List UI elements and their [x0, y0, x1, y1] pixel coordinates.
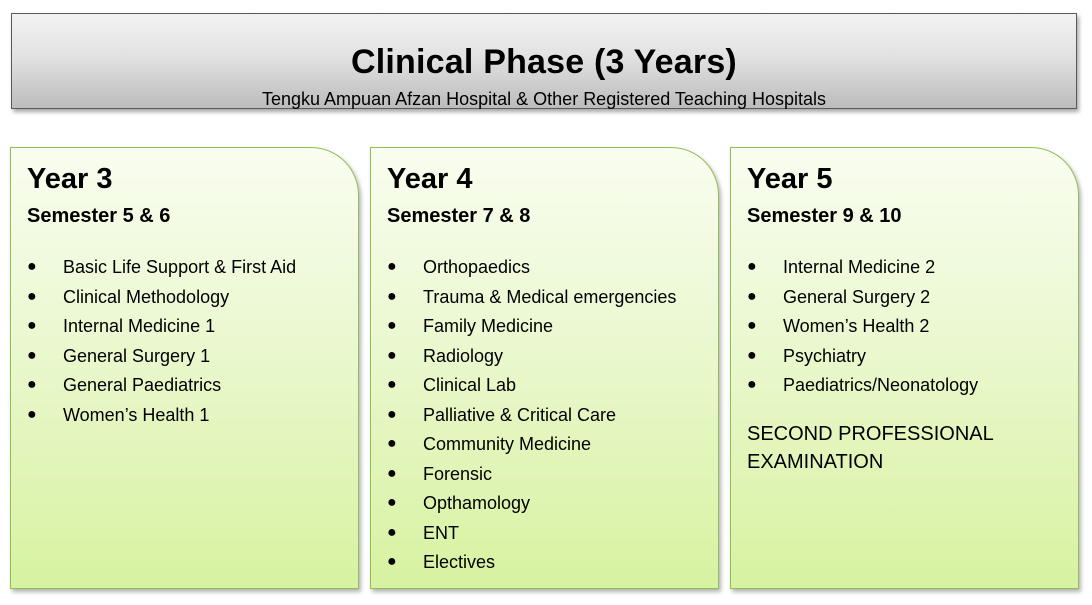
subject-label: Paediatrics/Neonatology — [783, 375, 979, 395]
bullet-icon: ● — [27, 346, 37, 364]
subject-item — [387, 313, 676, 343]
subject-label: General Surgery 2 — [783, 286, 931, 307]
bullet-icon: ● — [387, 287, 397, 305]
bullet-icon: ● — [387, 317, 397, 334]
bullet-icon: ● — [27, 376, 37, 393]
subject-item — [27, 284, 296, 314]
subject-item — [387, 431, 676, 461]
subject-item — [387, 461, 676, 491]
bullet-icon: ● — [747, 287, 757, 305]
subject-item — [27, 313, 296, 343]
subject-label: Women’s Health 2 — [783, 316, 930, 336]
subject-label: Forensic — [423, 463, 493, 484]
subject-item — [387, 402, 676, 432]
subject-item — [387, 284, 676, 314]
subject-label: Family Medicine — [423, 316, 554, 336]
semester-heading: Semester 7 & 8 — [387, 205, 531, 227]
subject-label: Basic Life Support & First Aid — [63, 257, 297, 277]
subject-label: Palliative & Critical Care — [423, 404, 617, 425]
subject-item — [747, 343, 978, 373]
subject-label: Radiology — [423, 345, 504, 366]
bullet-icon: ● — [387, 346, 397, 364]
subject-item — [27, 402, 296, 432]
bullet-icon: ● — [387, 553, 397, 570]
subject-label: General Surgery 1 — [63, 345, 211, 366]
semester-heading: Semester 5 & 6 — [27, 205, 171, 227]
subject-item — [747, 254, 978, 284]
subject-label: Trauma & Medical emergencies — [423, 286, 677, 307]
subject-label: Psychiatry — [783, 345, 867, 366]
subject-item — [387, 372, 676, 402]
subject-list — [747, 254, 978, 402]
phase-title: Clinical Phase (3 Years) — [351, 43, 737, 81]
subject-label: Electives — [423, 552, 496, 572]
subject-item — [387, 490, 676, 520]
subject-label: Internal Medicine 2 — [783, 257, 936, 277]
subject-item — [387, 254, 676, 284]
bullet-icon: ● — [27, 317, 37, 334]
year-3-card — [10, 147, 359, 589]
year-heading: Year 3 — [27, 163, 113, 195]
subject-label: Opthamology — [423, 493, 531, 513]
subject-list — [387, 254, 676, 579]
bullet-icon: ● — [27, 287, 37, 305]
year-4-card — [370, 147, 719, 589]
bullet-icon: ● — [387, 405, 397, 423]
bullet-icon: ● — [747, 376, 757, 393]
subject-item — [747, 284, 978, 314]
subject-label: General Paediatrics — [63, 375, 222, 395]
phase-subtitle: Tengku Ampuan Afzan Hospital & Other Registered Teaching Hospitals — [262, 89, 826, 109]
subject-label: Clinical Methodology — [63, 286, 230, 307]
subject-label: Clinical Lab — [423, 375, 517, 395]
bullet-icon: ● — [387, 376, 397, 393]
bullet-icon: ● — [387, 464, 397, 482]
subject-label: Internal Medicine 1 — [63, 316, 216, 336]
year-heading: Year 4 — [387, 163, 473, 195]
subject-label: Community Medicine — [423, 434, 592, 454]
subject-item — [747, 372, 978, 402]
subject-item — [747, 313, 978, 343]
bullet-icon: ● — [387, 523, 397, 541]
exam-line-2: EXAMINATION — [747, 451, 884, 473]
subject-label: Orthopaedics — [423, 257, 531, 277]
bullet-icon: ● — [27, 405, 37, 423]
subject-item — [387, 343, 676, 373]
subject-item — [27, 343, 296, 373]
bullet-icon: ● — [387, 494, 397, 511]
year-heading: Year 5 — [747, 163, 833, 195]
subject-item — [27, 254, 296, 284]
subject-list — [27, 254, 296, 431]
subject-item — [387, 520, 676, 550]
bullet-icon: ● — [747, 317, 757, 334]
subject-item — [387, 549, 676, 579]
semester-heading: Semester 9 & 10 — [747, 205, 902, 227]
bullet-icon: ● — [747, 258, 757, 275]
bullet-icon: ● — [27, 258, 37, 275]
bullet-icon: ● — [387, 435, 397, 452]
bullet-icon: ● — [387, 258, 397, 275]
subject-item — [27, 372, 296, 402]
bullet-icon: ● — [747, 346, 757, 364]
subject-label: Women’s Health 1 — [63, 404, 210, 425]
phase-header — [11, 13, 1077, 109]
subject-label: ENT — [423, 522, 459, 543]
year-5-card — [730, 147, 1079, 589]
exam-line-1: SECOND PROFESSIONAL — [747, 423, 994, 445]
exam-note — [747, 420, 1057, 476]
